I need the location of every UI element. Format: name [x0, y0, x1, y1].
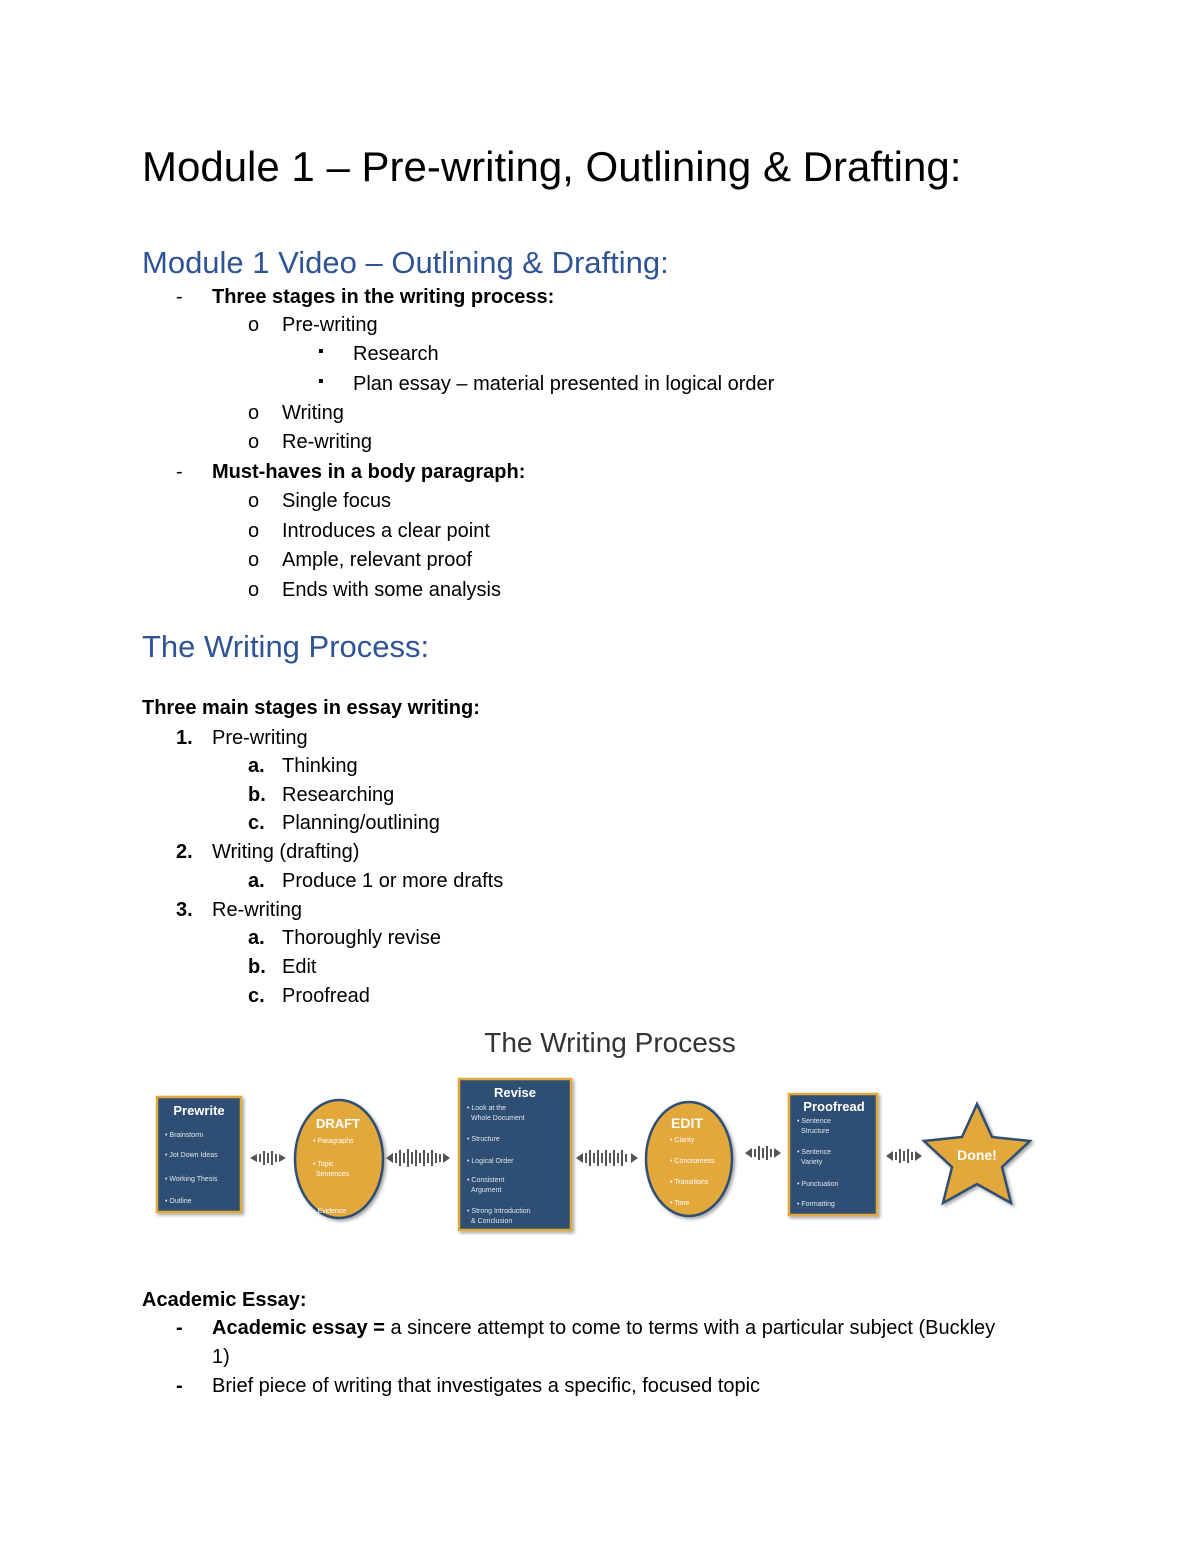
section-heading-video: Module 1 Video – Outlining & Drafting: — [142, 245, 669, 280]
list-item: Thinking — [282, 755, 358, 777]
revise-box — [459, 1079, 571, 1230]
list-marker: o — [248, 490, 260, 512]
list-item: Ample, relevant proof — [282, 549, 473, 571]
list-marker: a. — [248, 755, 265, 777]
revise-item: Whole Document — [471, 1115, 525, 1122]
done-label: Done! — [957, 1147, 997, 1163]
list-marker: o — [248, 579, 260, 601]
double-arrow-icon — [745, 1146, 781, 1160]
draft-item: • Topic — [313, 1161, 334, 1168]
list-marker: a. — [248, 870, 265, 892]
list-item: Research — [353, 343, 439, 365]
list-item: Produce 1 or more drafts — [282, 870, 504, 892]
page-title: Module 1 – Pre-writing, Outlining & Drafting: — [142, 143, 962, 190]
list-marker: ▪ — [318, 343, 324, 360]
revise-item: • Strong Introduction — [467, 1208, 531, 1215]
edit-item: • Clarity — [670, 1137, 695, 1144]
edit-item: • Transitions — [670, 1179, 709, 1186]
proofread-box — [789, 1094, 877, 1215]
edit-item: • Conciseness — [670, 1158, 715, 1165]
revise-item: Argument — [471, 1187, 502, 1194]
list-item: Writing — [282, 402, 344, 424]
list-item: Three stages in the writing process: — [212, 286, 555, 308]
prewrite-item: • Brainstorm — [165, 1132, 204, 1139]
list-item: Edit — [282, 956, 317, 978]
list-marker: c. — [248, 812, 265, 834]
list-item: Brief piece of writing that investigates a specific, focused topic — [212, 1375, 761, 1397]
proofread-item: • Sentence — [797, 1118, 831, 1125]
list-item: Ends with some analysis — [282, 579, 501, 601]
stages-intro: Three main stages in essay writing: — [142, 697, 480, 719]
list-item: Plan essay – material presented in logical order — [353, 373, 775, 395]
academic-essay-heading: Academic Essay: — [142, 1289, 307, 1311]
draft-ellipse — [295, 1100, 383, 1218]
edit-ellipse — [646, 1102, 732, 1216]
revise-item: & Conclusion — [471, 1218, 513, 1225]
section-heading-writing-process: The Writing Process: — [142, 629, 430, 664]
list-marker: o — [248, 314, 260, 336]
prewrite-title: Prewrite — [173, 1103, 225, 1118]
diagram-title: The Writing Process — [484, 1027, 736, 1058]
definition-text: a sincere attempt to come to terms with a particular subject (Buckley — [384, 1317, 996, 1339]
list-item — [212, 1318, 995, 1338]
list-marker: - — [176, 1375, 183, 1397]
list-item: Writing (drafting) — [212, 841, 360, 863]
list-marker: - — [176, 461, 183, 483]
revise-item: • Structure — [467, 1136, 500, 1143]
draft-item: • Paragraphs — [313, 1138, 354, 1145]
proofread-item: • Formatting — [797, 1201, 835, 1208]
list-item: Pre-writing — [212, 727, 308, 749]
list-marker: o — [248, 520, 260, 542]
draft-item: Sentences — [316, 1171, 350, 1178]
list-item: Single focus — [282, 490, 391, 512]
list-item: Pre-writing — [282, 314, 378, 336]
prewrite-item: • Jot Down Ideas — [165, 1152, 218, 1159]
list-marker: o — [248, 549, 260, 571]
edit-item: • Tone — [670, 1200, 690, 1207]
double-arrow-icon — [250, 1151, 286, 1165]
list-marker: ▪ — [318, 373, 324, 390]
draft-title: DRAFT — [315, 1116, 361, 1131]
list-marker: b. — [248, 956, 266, 978]
prewrite-box — [157, 1097, 241, 1212]
writing-process-diagram — [0, 1020, 1200, 1250]
list-item-continuation: 1) — [212, 1346, 230, 1368]
list-item: Thoroughly revise — [282, 927, 441, 949]
proofread-item: • Punctuation — [797, 1181, 839, 1188]
revise-item: • Logical Order — [467, 1158, 514, 1165]
list-marker: 2. — [176, 841, 193, 863]
double-arrow-icon — [386, 1149, 450, 1167]
done-star-icon — [924, 1104, 1030, 1203]
list-item: Must-haves in a body paragraph: — [212, 461, 526, 483]
list-item: Planning/outlining — [282, 812, 440, 834]
proofread-item: Structure — [801, 1128, 830, 1135]
revise-title: Revise — [494, 1085, 536, 1100]
term-label: Academic essay = — [212, 1317, 385, 1339]
prewrite-item: • Outline — [165, 1198, 192, 1205]
proofread-item: • Sentence — [797, 1149, 831, 1156]
list-marker: - — [176, 1317, 183, 1339]
list-marker: a. — [248, 927, 265, 949]
revise-item: • Look at the — [467, 1105, 507, 1112]
list-marker: - — [176, 286, 183, 308]
double-arrow-icon — [886, 1149, 922, 1163]
proofread-title: Proofread — [803, 1099, 865, 1114]
list-item: Proofread — [282, 985, 370, 1007]
draft-item: • Evidence — [313, 1208, 347, 1215]
list-item: Re-writing — [212, 899, 303, 921]
prewrite-item: • Working Thesis — [165, 1176, 218, 1183]
edit-title: EDIT — [671, 1115, 703, 1131]
list-marker: 3. — [176, 899, 193, 921]
list-marker: o — [248, 431, 260, 453]
list-item: Re-writing — [282, 431, 373, 453]
list-item: Researching — [282, 784, 395, 806]
list-marker: 1. — [176, 727, 193, 749]
list-item: Introduces a clear point — [282, 520, 490, 542]
list-marker: c. — [248, 985, 265, 1007]
list-marker: o — [248, 402, 260, 424]
double-arrow-icon — [576, 1150, 638, 1166]
revise-item: • Consistent — [467, 1177, 505, 1184]
list-marker: b. — [248, 784, 266, 806]
proofread-item: Variety — [801, 1159, 823, 1166]
